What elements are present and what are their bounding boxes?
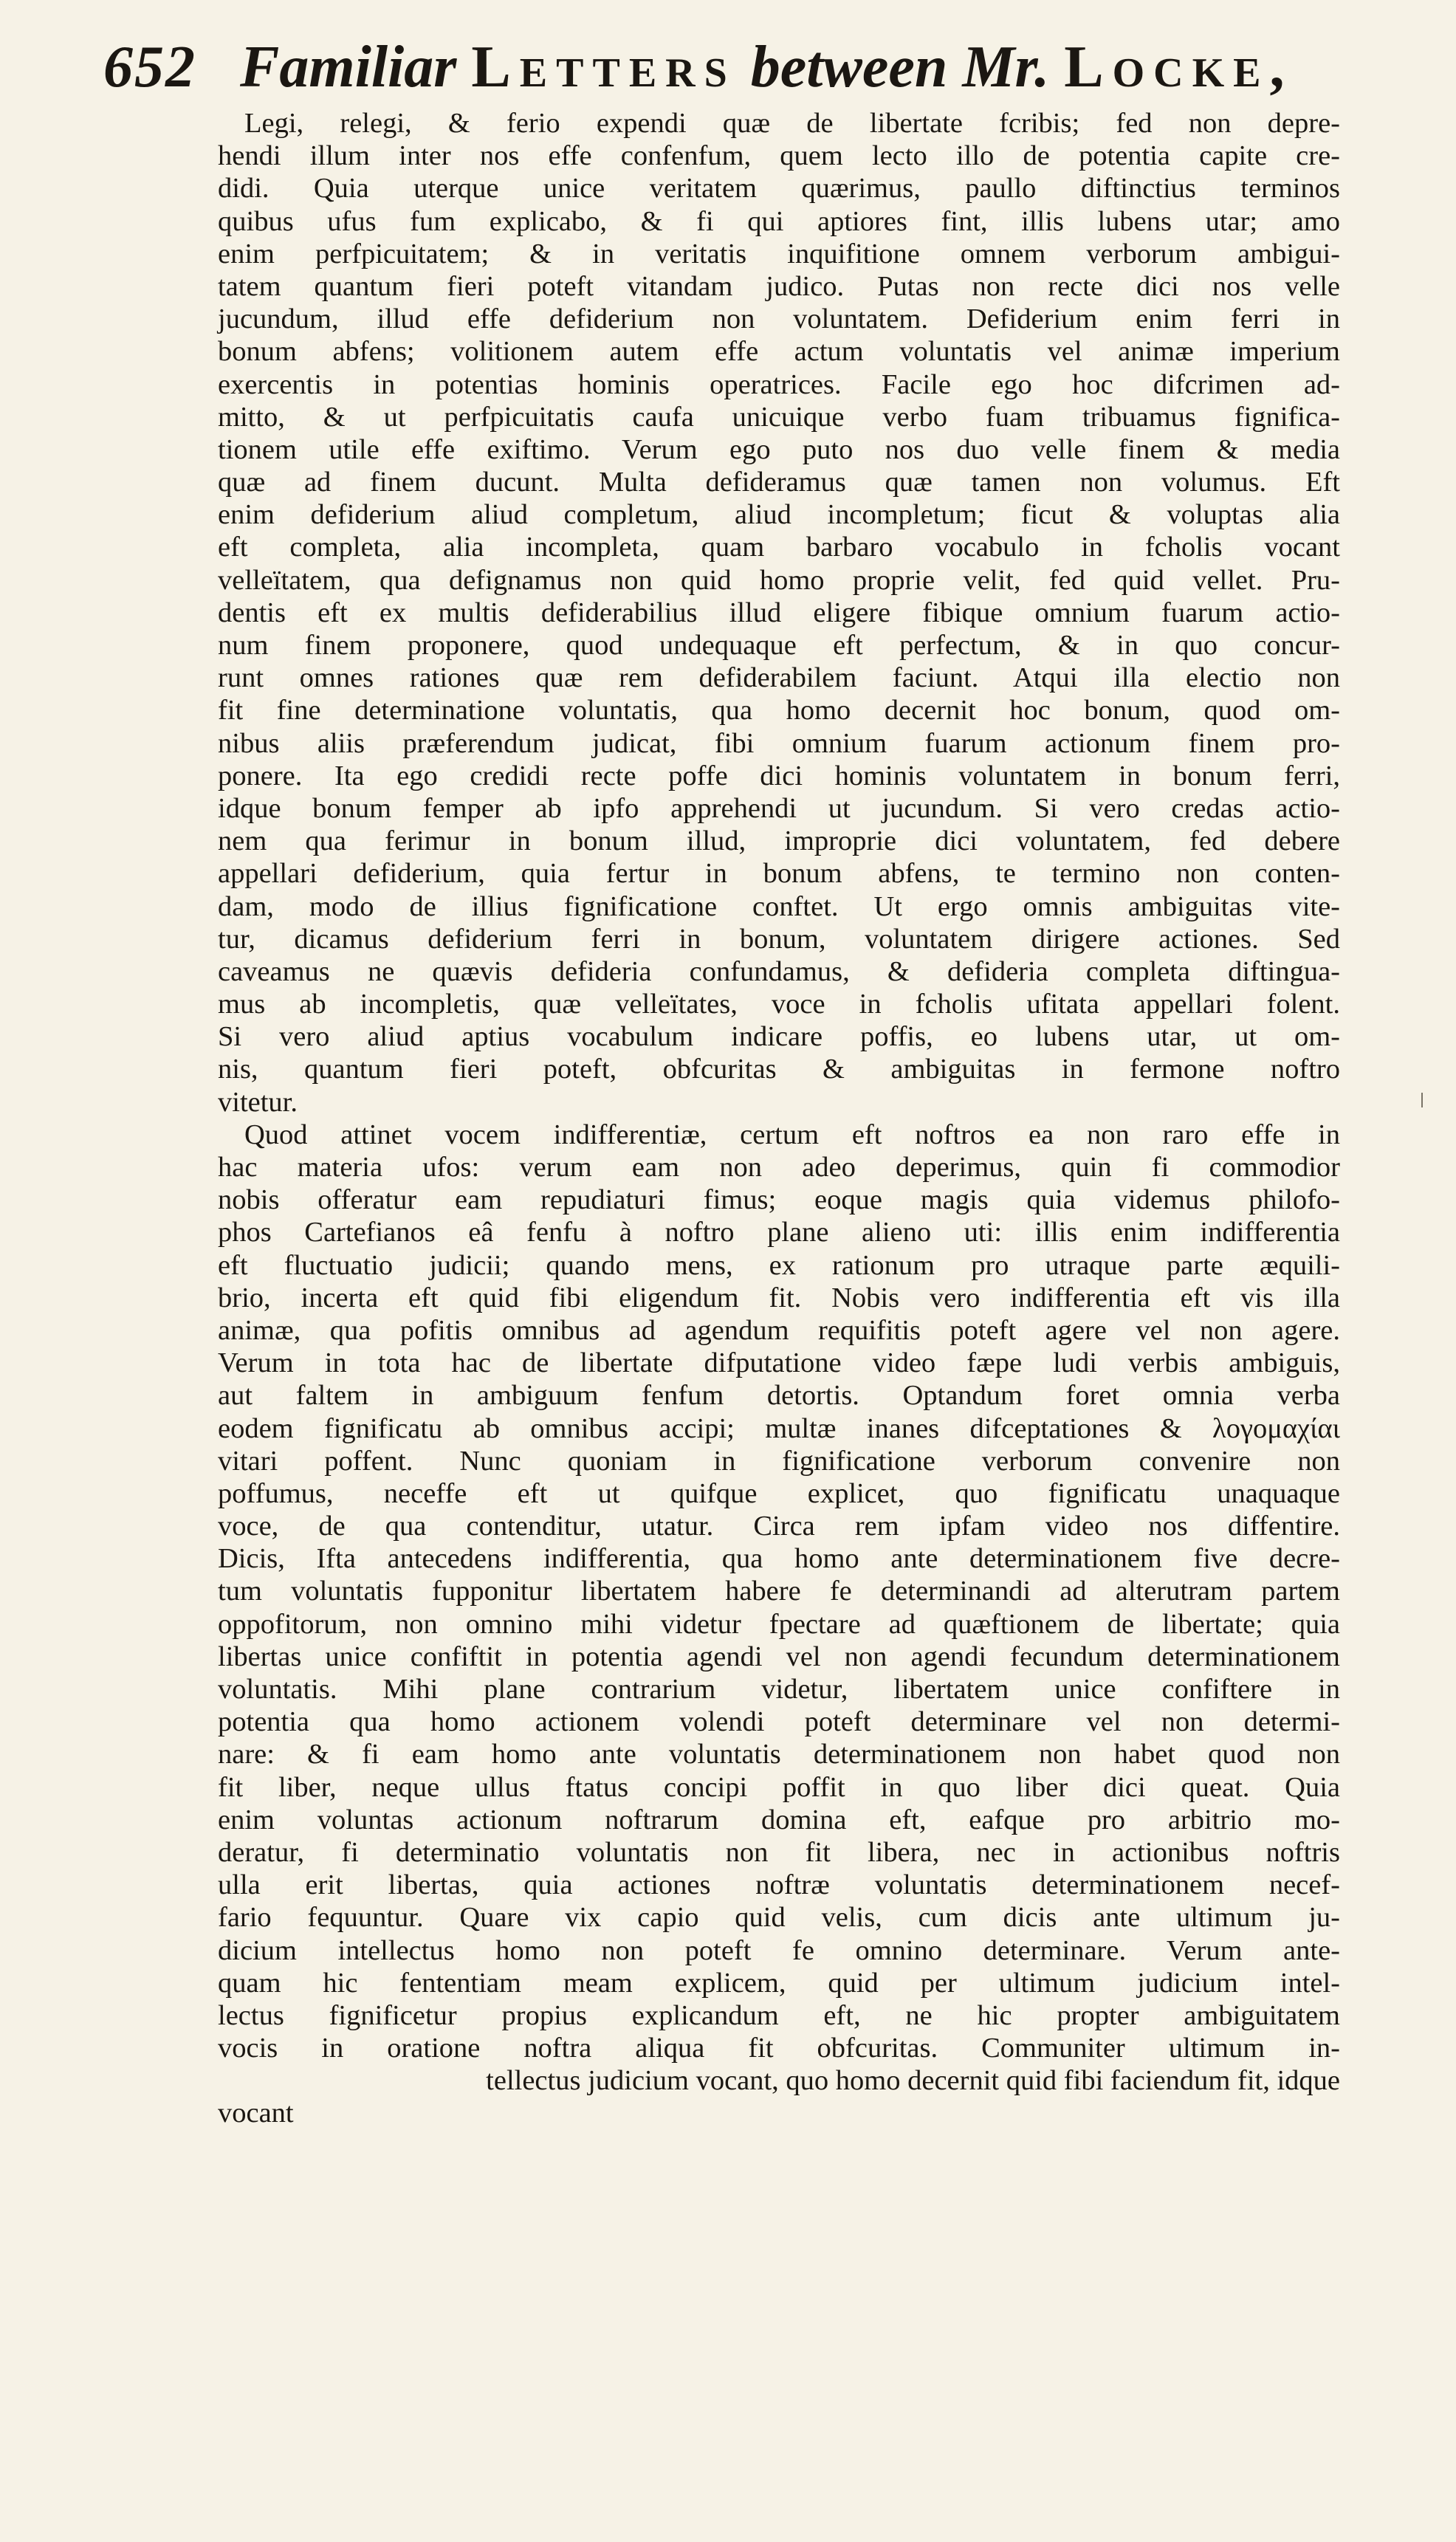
text-line: hendi illum inter nos effe confenfum, quem lecto illo de potentia capite cre-: [218, 140, 1340, 172]
text-line: appellari defiderium, quia fertur in bonum abfens, te termino non conten-: [218, 858, 1340, 890]
text-line: voluntatis. Mihi plane contrarium videtur, libertatem unice confiftere in: [218, 1674, 1340, 1705]
text-line: enim perfpicuitatem; & in veritatis inquifitione omnem verborum ambigui-: [218, 238, 1340, 269]
text-line: Si vero aliud aptius vocabulum indicare poffis, eo lubens utar, ut om-: [218, 1021, 1340, 1053]
text-line: tur, dicamus defiderium ferri in bonum, voluntatem dirigere actiones. Sed: [218, 923, 1340, 955]
text-line: eft fluctuatio judicii; quando mens, ex rationum pro utraque parte æquili-: [218, 1249, 1340, 1281]
text-line: phos Cartefianos eâ fenfu à noftro plane alieno uti: illis enim indifferentia: [218, 1217, 1340, 1248]
text-line: deratur, fi determinatio voluntatis non fit libera, nec in actionibus noftris: [218, 1836, 1340, 1868]
text-line: mus ab incompletis, quæ velleïtates, voce in fcholis ufitata appellari folent.: [218, 989, 1340, 1020]
text-line: mitto, & ut perfpicuitatis caufa unicuique verbo fuam tribuamus fignifica-: [218, 401, 1340, 433]
margin-mark: [1421, 1093, 1423, 1107]
text-line: jucundum, illud effe defiderium non voluntatem. Defiderium enim ferri in: [218, 303, 1340, 335]
text-line: bonum abfens; volitionem autem effe actum voluntatis vel animæ imperium: [218, 336, 1340, 368]
running-title: [240, 34, 1294, 101]
text-line: didi. Quia uterque unice veritatem quærimus, paullo diftinctius terminos: [218, 173, 1340, 205]
text-line: dicium intellectus homo non poteft fe omnino determinare. Verum ante-: [218, 1934, 1340, 1966]
text-line: voce, de qua contenditur, utatur. Circa rem ipfam video nos diffentire.: [218, 1511, 1340, 1542]
text-line: Quod attinet vocem indifferentiæ, certum eft noftros ea non raro effe in: [244, 1119, 1340, 1150]
text-line: runt omnes rationes quæ rem defiderabilem faciunt. Atqui illa electio non: [218, 662, 1340, 694]
text-line: vocant: [218, 2098, 294, 2129]
text-line: eodem fignificatu ab omnibus accipi; multæ inanes difceptationes & λογομαχίαι: [218, 1412, 1340, 1444]
running-title-part-3: between Mr.: [750, 35, 1050, 100]
text-line: num finem proponere, quod undequaque eft perfectum, & in quo concur-: [218, 630, 1340, 661]
text-line: tatem quantum fieri poteft vitandam judico. Putas non recte dici nos velle: [218, 270, 1340, 302]
running-title-part-4: Locke,: [1064, 35, 1294, 100]
text-line: ulla erit libertas, quia actiones noftræ voluntatis determinationem necef-: [218, 1869, 1340, 1901]
text-line: quam hic fententiam meam explicem, quid per ultimum judicium intel-: [218, 1967, 1340, 1999]
text-line: dam, modo de illius fignificatione conftet. Ut ergo omnis ambiguitas vite-: [218, 890, 1340, 922]
text-line: poffumus, neceffe eft ut quifque explicet, quo fignificatu unaquaque: [218, 1477, 1340, 1509]
text-line: fario fequuntur. Quare vix capio quid velis, cum dicis ante ultimum ju-: [218, 1902, 1340, 1934]
text-line: idque bonum femper ab ipfo apprehendi ut jucundum. Si vero credas actio-: [218, 792, 1340, 824]
text-line: enim voluntas actionum noftrarum domina eft, eafque pro arbitrio mo-: [218, 1804, 1340, 1835]
body-text: [218, 107, 1340, 2130]
text-line: exercentis in potentias hominis operatrices. Facile ego hoc difcrimen ad-: [218, 368, 1340, 400]
text-line: Dicis, Ifta antecedens indifferentia, qua homo ante determinationem five decre-: [218, 1543, 1340, 1575]
text-line: enim defiderium aliud completum, aliud incompletum; ficut & voluptas alia: [218, 499, 1340, 531]
text-line: nobis offeratur eam repudiaturi fimus; eoque magis quia videmus philofo-: [218, 1184, 1340, 1216]
text-line: nem qua ferimur in bonum illud, improprie dici voluntatem, fed debere: [218, 825, 1340, 857]
text-line: vocis in oratione noftra aliqua fit obfcuritas. Communiter ultimum in-: [218, 2033, 1340, 2064]
text-line: aut faltem in ambiguum fenfum detortis. Optandum foret omnia verba: [218, 1380, 1340, 1412]
text-line: vitetur.: [218, 1086, 298, 1118]
text-line: quibus ufus fum explicabo, & fi qui aptiores fint, illis lubens utar; amo: [218, 205, 1340, 237]
text-line: lectus fignificetur propius explicandum eft, ne hic propter ambiguitatem: [218, 1999, 1340, 2031]
text-line: tionem utile effe exiftimo. Verum ego puto nos duo velle finem & media: [218, 433, 1340, 465]
text-line: quæ ad finem ducunt. Multa defideramus quæ tamen non volumus. Eft: [218, 467, 1340, 498]
text-line: fit fine determinatione voluntatis, qua homo decernit hoc bonum, quod om-: [218, 695, 1340, 726]
text-line: eft completa, alia incompleta, quam barbaro vocabulo in fcholis vocant: [218, 532, 1340, 563]
text-line: potentia qua homo actionem volendi poteft determinare vel non determi-: [218, 1706, 1340, 1738]
running-title-part-1: Familiar: [240, 35, 457, 100]
text-line: fit liber, neque ullus ftatus concipi poffit in quo liber dici queat. Quia: [218, 1771, 1340, 1803]
text-line: velleïtatem, qua defignamus non quid homo proprie velit, fed quid vellet. Pru-: [218, 564, 1340, 596]
text-line: nibus aliis præferendum judicat, fibi omnium fuarum actionum finem pro-: [218, 727, 1340, 759]
text-line: nare: & fi eam homo ante voluntatis determinationem non habet quod non: [218, 1739, 1340, 1770]
text-line: nis, quantum fieri poteft, obfcuritas & ambiguitas in fermone noftro: [218, 1054, 1340, 1085]
text-line: dentis eft ex multis defiderabilius illud eligere fibique omnium fuarum actio-: [218, 597, 1340, 628]
text-line: ponere. Ita ego credidi recte poffe dici hominis voluntatem in bonum ferri,: [218, 760, 1340, 791]
text-line: vitari poffent. Nunc quoniam in fignificatione verborum convenire non: [218, 1445, 1340, 1477]
text-line: hac materia ufos: verum eam non adeo deperimus, quin fi commodior: [218, 1152, 1340, 1183]
text-line: tum voluntatis fupponitur libertatem habere fe determinandi ad alterutram partem: [218, 1576, 1340, 1607]
text-line: animæ, qua pofitis omnibus ad agendum requifitis poteft agere vel non agere.: [218, 1314, 1340, 1346]
text-line: Verum in tota hac de libertate difputatione video fæpe ludi verbis ambiguis,: [218, 1347, 1340, 1379]
text-line: tellectus judicium vocant, quo homo decernit quid fibi faciendum fit, idque: [486, 2065, 1340, 2097]
text-line: brio, incerta eft quid fibi eligendum fit. Nobis vero indifferentia eft vis illa: [218, 1282, 1340, 1313]
page-number: 652: [103, 35, 196, 100]
text-line: Legi, relegi, & ferio expendi quæ de libertate fcribis; fed non depre-: [244, 108, 1340, 139]
text-line: oppofitorum, non omnino mihi videtur fpectare ad quæftionem de libertate; quia: [218, 1608, 1340, 1640]
text-line: libertas unice confiftit in potentia agendi vel non agendi fecundum determinationem: [218, 1641, 1340, 1672]
running-title-part-2: Letters: [471, 35, 736, 100]
text-line: caveamus ne quævis defideria confundamus, & defideria completa diftingua-: [218, 955, 1340, 987]
